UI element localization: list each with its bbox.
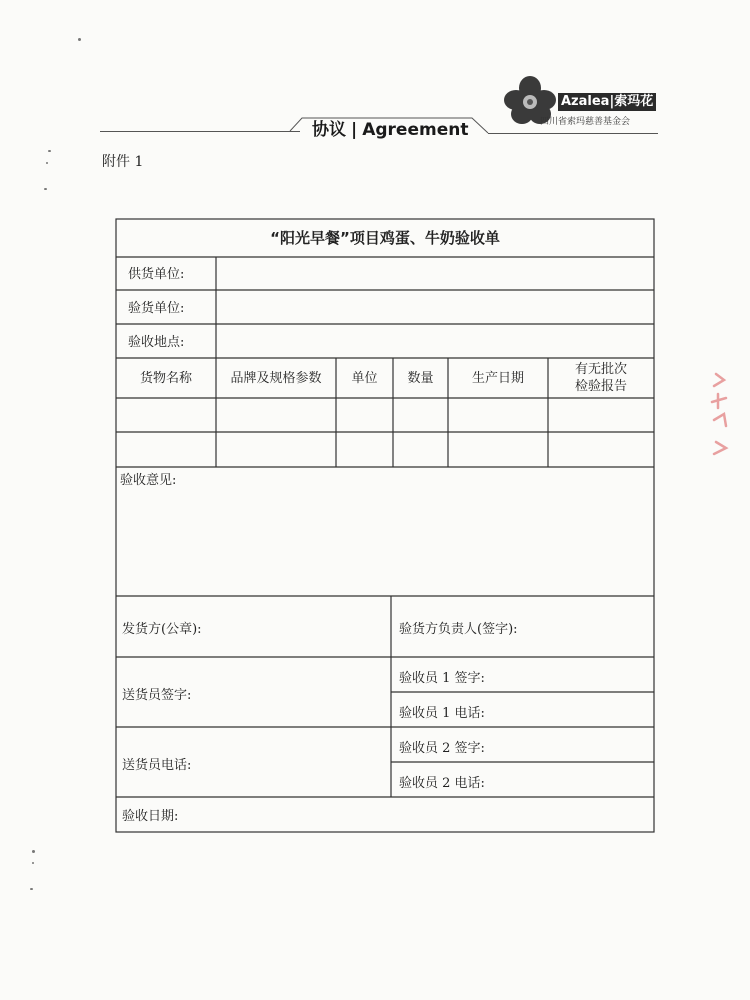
inspector-head-label: 验货方负责人(签字):	[399, 622, 518, 637]
courier-sign-label: 送货员签字:	[122, 688, 192, 703]
attachment-label: 附件 1	[102, 154, 144, 170]
shipper-label: 发货方(公章):	[122, 622, 202, 637]
courier-phone-label: 送货员电话:	[122, 758, 192, 773]
col-batch-report-line2: 检验报告	[574, 379, 627, 394]
date-label: 验收日期:	[122, 809, 179, 824]
inspector-unit-label: 验货单位:	[128, 301, 185, 316]
location-label: 验收地点:	[128, 335, 185, 350]
brand-name: Azalea|索玛花	[558, 93, 656, 111]
inspector2-phone-label: 验收员 2 电话:	[399, 776, 485, 791]
inspector2-sign-label: 验收员 2 签字:	[399, 741, 485, 756]
supplier-label: 供货单位:	[128, 267, 185, 282]
col-batch-report-line1: 有无批次	[574, 362, 627, 377]
col-quantity: 数量	[407, 370, 434, 386]
inspector1-phone-label: 验收员 1 电话:	[399, 706, 485, 721]
header-separator: |	[351, 120, 358, 140]
seal-fragment-icon	[706, 368, 734, 458]
form-title: “阳光早餐”项目鸡蛋、牛奶验收单	[270, 229, 500, 247]
brand-subtitle: 四川省索玛慈善基金会	[540, 117, 631, 127]
col-goods-name: 货物名称	[139, 370, 192, 386]
opinion-label: 验收意见:	[120, 473, 177, 488]
header-title-en: Agreement	[362, 120, 469, 140]
header-title-cn: 协议	[312, 120, 346, 140]
col-unit: 单位	[351, 370, 378, 386]
col-batch-report	[548, 358, 654, 398]
col-production-date: 生产日期	[471, 370, 524, 386]
inspector1-sign-label: 验收员 1 签字:	[399, 671, 485, 686]
col-brand-spec: 品牌及规格参数	[230, 370, 322, 386]
